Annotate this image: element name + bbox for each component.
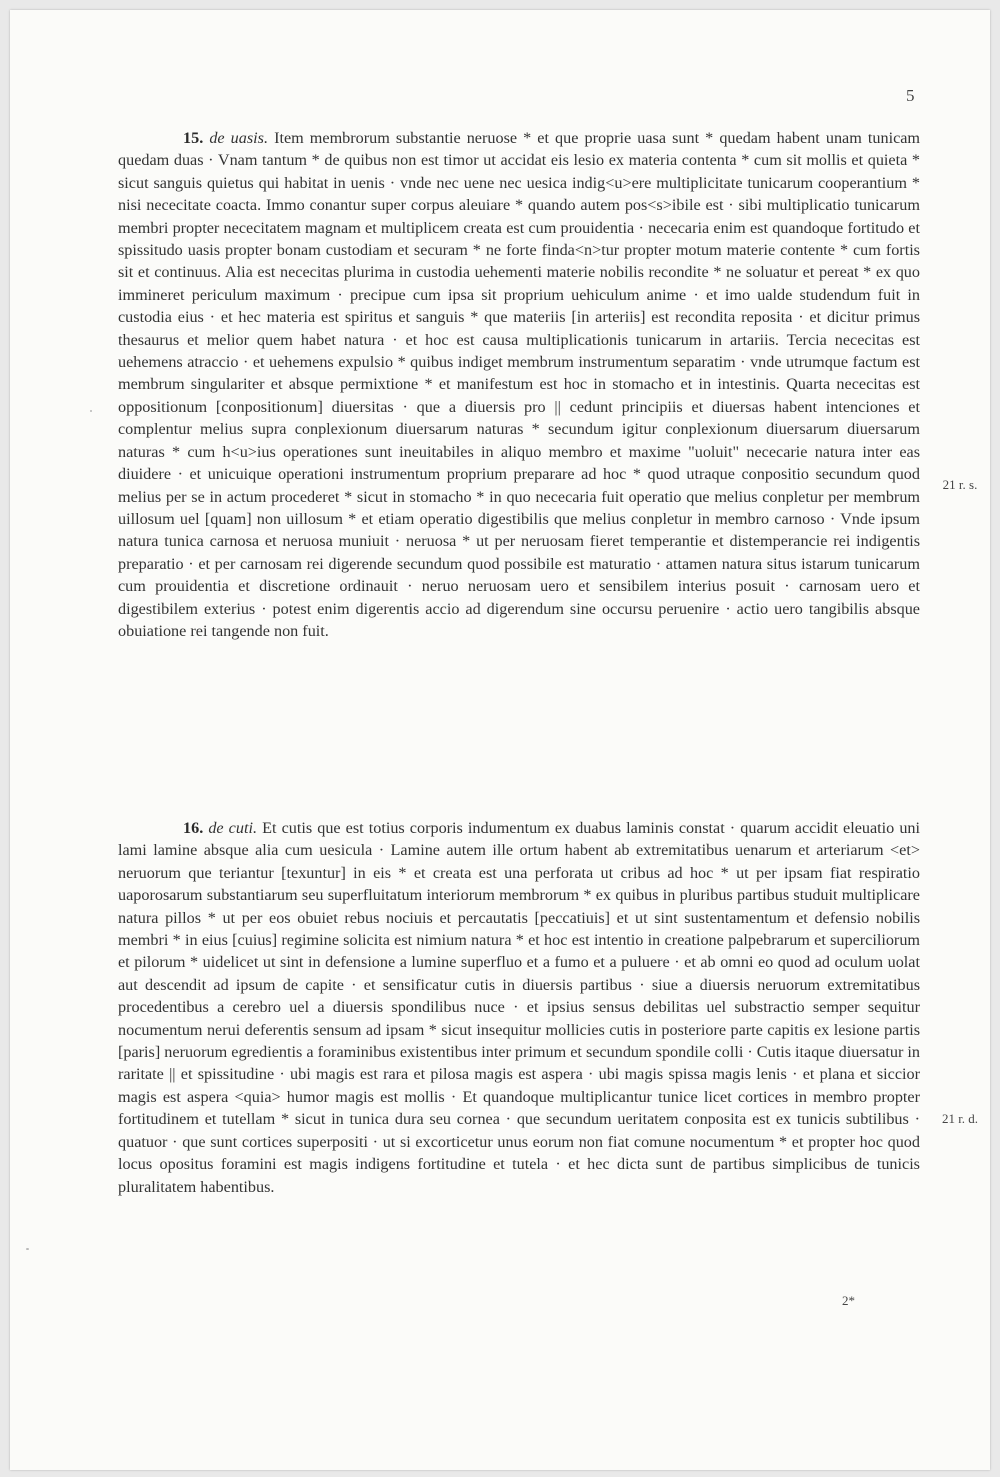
margin-note-folio-1: 21 r. s. [942, 477, 978, 492]
section-15-title: de uasis. [209, 129, 268, 147]
page-sheet [10, 10, 990, 1470]
page-number: 5 [906, 86, 915, 105]
section-15-text: Item membrorum substantie neruose * et que proprie uasa sunt * quedam habent unam tunicam quedam duas · Vnam tantum * de quibus non est timor ut accidat eis lesio ex materia contenta * cum sit mollis et quieta * sicut sanguis quietus qui habitat in uenis · vnde nec uene nec uesica indig<u>ere multiplicitate tunicarum cooperantium * nisi nececitate coacta. Immo conantur super corpus aleuiare * quando autem pos<s>ibile est · sibi multiplicatio tunicarum membri propter nececitatem magnam et multiplicem creata est cum prouidentia · nececaria enim est quandoque fortitudo et spissitudo uasis propter bonam custodiam et securam * ne forte finda<n>tur propter motum materie contente * cum fortis sit et continuus. Alia est nececitas plurima in custodia uehementi materie nobilis recondite * ne soluatur et pereat * ex quo immineret periculum maximum · precipue cum ipsa sit proprium uehiculum anime · et imo ualde studendum fuit in custodia eius · et hec materia est spiritus et sanguis * que materiis [in arteriis] est recondita reposita · et dicitur primus thesaurus et melior quem habet natura · et hoc est causa multiplicationis tunicarum in artariis. Tercia nececitas est uehemens atraccio · et uehemens expulsio * quibus indiget membrum instrumentum separatim · vnde utrumque factum est membrum singulariter et absque permixtione * et manifestum est hoc in stomacho et in intestinis. Quarta nececitas est oppositionum [conpositionum] diuersitas · que a diuersis pro || cedunt principiis et diuersas habent intenciones et complentur melius supra conplexionum diuersarum naturas * secundum igitur conplexionum diuersarum diuersarum naturas * cum h<u>ius operationes sunt ineuitabiles in aliquo membro et maxime "uoluit" nececarie natura inter eas diuidere · et unicuique operationi instrumentum proprium preparare ad hoc * quod utraque conpositio secundum quod melius per se in actum procederet * sicut in stomacho * in quo nececaria fuit operatio que melius conpletur per membrum uillosum uel [quam] non uillosum * et etiam operatio digestibilis que melius conpletur in membro carnoso · Vnde ipsum natura tunica carnosa et neruosa muniuit · neruosa * ut per neruosam fieret temperantie et distemperancie rei indigentis preparatio · et per carnosam rei digerende secundum quod possibile est maturatio · attamen natura situs istarum tunicarum cum prouidentia et discretione ordinauit · neruo neruosam uero et sensibilem interius posuit · carnosam uero et digestibilem exterius · potest enim digerentis accio ad digerendum sine occursu peruenire · actio uero tangibilis absque obuiatione rei tangende non fuit. [118, 129, 921, 640]
paper-speck [90, 410, 92, 412]
section-16-number: 16. [183, 819, 204, 837]
printer-signature: 2* [842, 1293, 855, 1308]
section-15-paragraph [118, 127, 920, 642]
section-16-text: Et cutis que est totius corporis indumentum ex duabus laminis constat · quarum accidit eleuatio uni lami lamine absque alia cum uesicula · Lamine autem ille ortum habent ab extremitatibus uenarum et arteriarum <et> neruorum que teriantur [texuntur] in eis * et creata est una perforata ut cribus ad hoc * ut per ipsam fiat respiratio uaporosarum substantiarum seu superfluitatum interiorum membrorum * ex quibus in pluribus partibus studuit multiplicare natura pillos * ut per eos obuiet rebus nociuis et percautatis [peccatiuis] et ut sint sustentamentum et defensio nobilis membri * in eius [cuius] regimine solicita est nimium natura * et hoc est intentio in creatione palpebrarum et superciliorum et pilorum * uidelicet ut sint in defensione a lumine superfluo et a fumo et a puluere · et ab omni eo quod ad oculum uolat aut descendit ad ipsum de capite · et sensificatur cutis in diuersis partibus · siue a diuersis neruorum extremitatibus procedentibus a cerebro uel a diuersis spondilibus nuce · et ipsius sensus debilitas uel substractio semper sequitur nocumentum nerui deferentis sensum ad ipsam * sicut insequitur mollicies cutis in posteriore parte capitis ex lesione partis [paris] neruorum egredientis a foraminibus existentibus inter primum et secundum spondile colli · Cutis itaque diuersatur in raritate || et spissitudine · ubi magis est rara et pilosa magis est aspera · ubi magis spissa magis lenis · et plana et siccior magis est aspera <quia> humor magis est mollis · Et quandoque multiplicantur tunice licet cortices in membro propter fortitudinem et tutellam * sicut in tunica dura seu cornea · que secundum ueritatem conposita est ex tunicis subtilibus · quatuor · que sunt cortices superpositi · ut si excorticetur unus eorum non fiat comune nocumentum * et propter hoc quod locus opositus foramini est magis indigens fortitudine et tutela · et hec dicta sunt de partibus simplicibus de tunicis pluralitatem habentibus. [118, 819, 921, 1196]
section-16-paragraph [118, 817, 920, 1198]
section-16 [118, 817, 920, 1198]
section-16-title: de cuti. [208, 819, 258, 837]
paper-speck [26, 1248, 29, 1250]
section-15-number: 15. [183, 129, 204, 147]
margin-note-folio-2: 21 r. d. [941, 1111, 979, 1126]
section-15 [118, 127, 920, 642]
